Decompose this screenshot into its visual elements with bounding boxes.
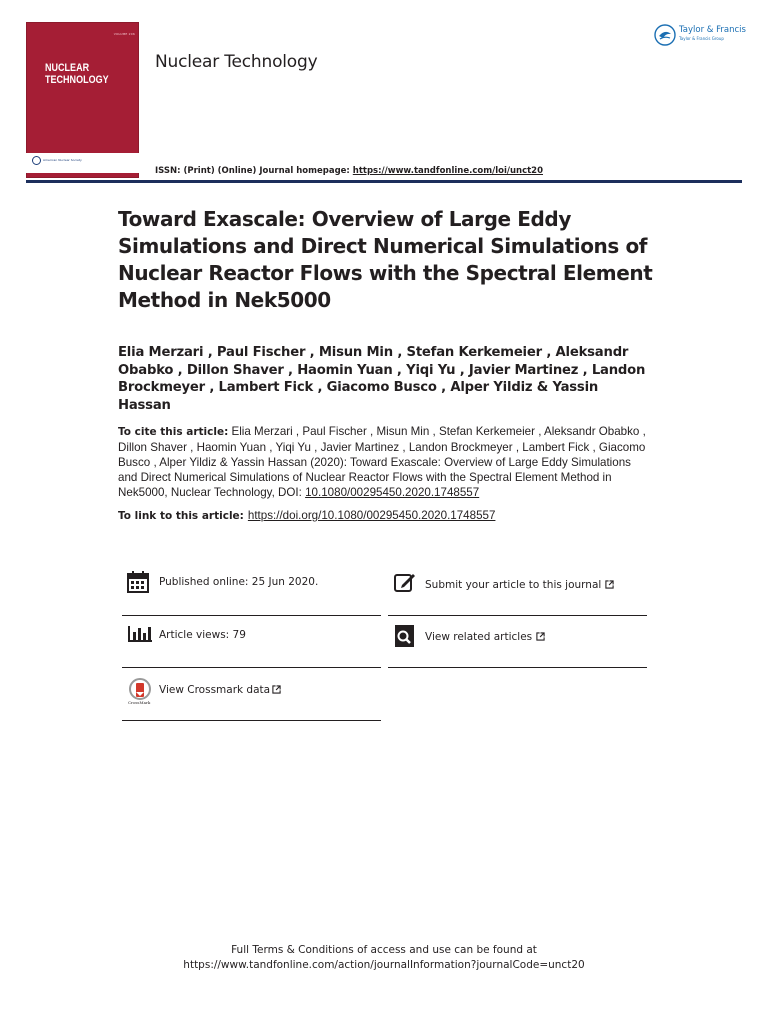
submit-article-item[interactable] — [394, 571, 644, 601]
divider — [122, 720, 381, 721]
edit-icon — [394, 571, 416, 593]
article-views-count: Article views: 79 — [159, 629, 246, 641]
divider — [388, 615, 647, 616]
cover-society: American Nuclear Society — [43, 158, 82, 162]
footer-terms-text: Full Terms & Conditions of access and use can be found at — [231, 944, 537, 956]
footer-terms-link[interactable]: https://www.tandfonline.com/action/journalInformation?journalCode=unct20 — [183, 959, 585, 971]
publisher-name: Taylor & Francis — [679, 25, 746, 35]
related-articles-label: View related articles — [425, 631, 533, 643]
cover-issue-text: VOLUME 206 — [113, 32, 135, 36]
published-date: Published online: 25 Jun 2020. — [159, 576, 319, 588]
calendar-icon — [127, 571, 149, 593]
ans-logo-icon — [32, 156, 41, 165]
search-document-icon — [394, 624, 416, 648]
published-online-item — [127, 571, 377, 601]
bar-chart-icon — [127, 624, 153, 644]
external-link-icon — [536, 632, 545, 641]
article-views-item — [127, 624, 377, 654]
external-link-icon — [605, 580, 614, 589]
article-title: Toward Exascale: Overview of Large Eddy Simulations and Direct Numerical Simulations of Nuclear Reactor Flows with the Spectral Element Method in Nek5000 — [118, 207, 653, 312]
cite-doi-link[interactable]: 10.1080/00295450.2020.1748557 — [305, 486, 480, 499]
cover-band — [26, 153, 139, 173]
cite-text: Elia Merzari , Paul Fischer , Misun Min , Stefan Kerkemeier , Aleksandr Obabko , Dillon Shaver , Haomin Yuan , Yiqi Yu , Javier Martinez , Landon Brockmeyer , Lambert Fick , Giacomo Busco , Alper Yildiz & Yassin Hassan (2020): Toward Exascale: Overview of Large Eddy Simulations and Direct Numerical Simulations of Nuclear Reactor Flows with the Spectral Element Method in Nek5000, Nuclear Technology, DOI: — [118, 425, 646, 499]
footer — [0, 943, 768, 973]
related-articles-link[interactable] — [425, 631, 545, 643]
article-link-line — [118, 509, 495, 522]
citation-block — [118, 424, 648, 500]
cover-title-line2: TECHNOLOGY — [45, 74, 109, 86]
article-doi-link[interactable]: https://doi.org/10.1080/00295450.2020.1748557 — [247, 509, 496, 522]
external-link-icon — [272, 685, 281, 694]
crossmark-item[interactable] — [127, 678, 377, 708]
crossmark-link[interactable] — [159, 684, 281, 696]
article-authors: Elia Merzari , Paul Fischer , Misun Min , Stefan Kerkemeier , Aleksandr Obabko , Dillon Shaver , Haomin Yuan , Yiqi Yu , Javier Martinez , Landon Brockmeyer , Lambert Fick , Giacomo Busco , Alper Yildiz & Yassin Hassan — [118, 345, 646, 413]
taylor-francis-logo-icon — [654, 24, 676, 46]
crossmark-label: View Crossmark data — [159, 684, 271, 696]
issn-line — [155, 166, 543, 176]
divider — [122, 615, 381, 616]
submit-article-label: Submit your article to this journal — [425, 579, 602, 591]
journal-name: Nuclear Technology — [155, 52, 318, 72]
crossmark-small-label: CrossMark — [128, 700, 151, 705]
header-rule — [26, 180, 742, 183]
link-label: To link to this article: — [118, 510, 244, 522]
divider — [122, 667, 381, 668]
cover-title-line1: NUCLEAR — [45, 62, 90, 74]
journal-cover — [26, 22, 139, 178]
cite-label: To cite this article: — [118, 426, 229, 438]
submit-article-link[interactable] — [425, 579, 614, 591]
divider — [388, 667, 647, 668]
journal-homepage-link[interactable]: https://www.tandfonline.com/loi/unct20 — [352, 166, 543, 176]
cover-title — [45, 62, 109, 86]
publisher-group: Taylor & Francis Group — [679, 36, 724, 41]
related-articles-item[interactable] — [394, 624, 644, 654]
issn-text: ISSN: (Print) (Online) Journal homepage: — [155, 166, 353, 176]
